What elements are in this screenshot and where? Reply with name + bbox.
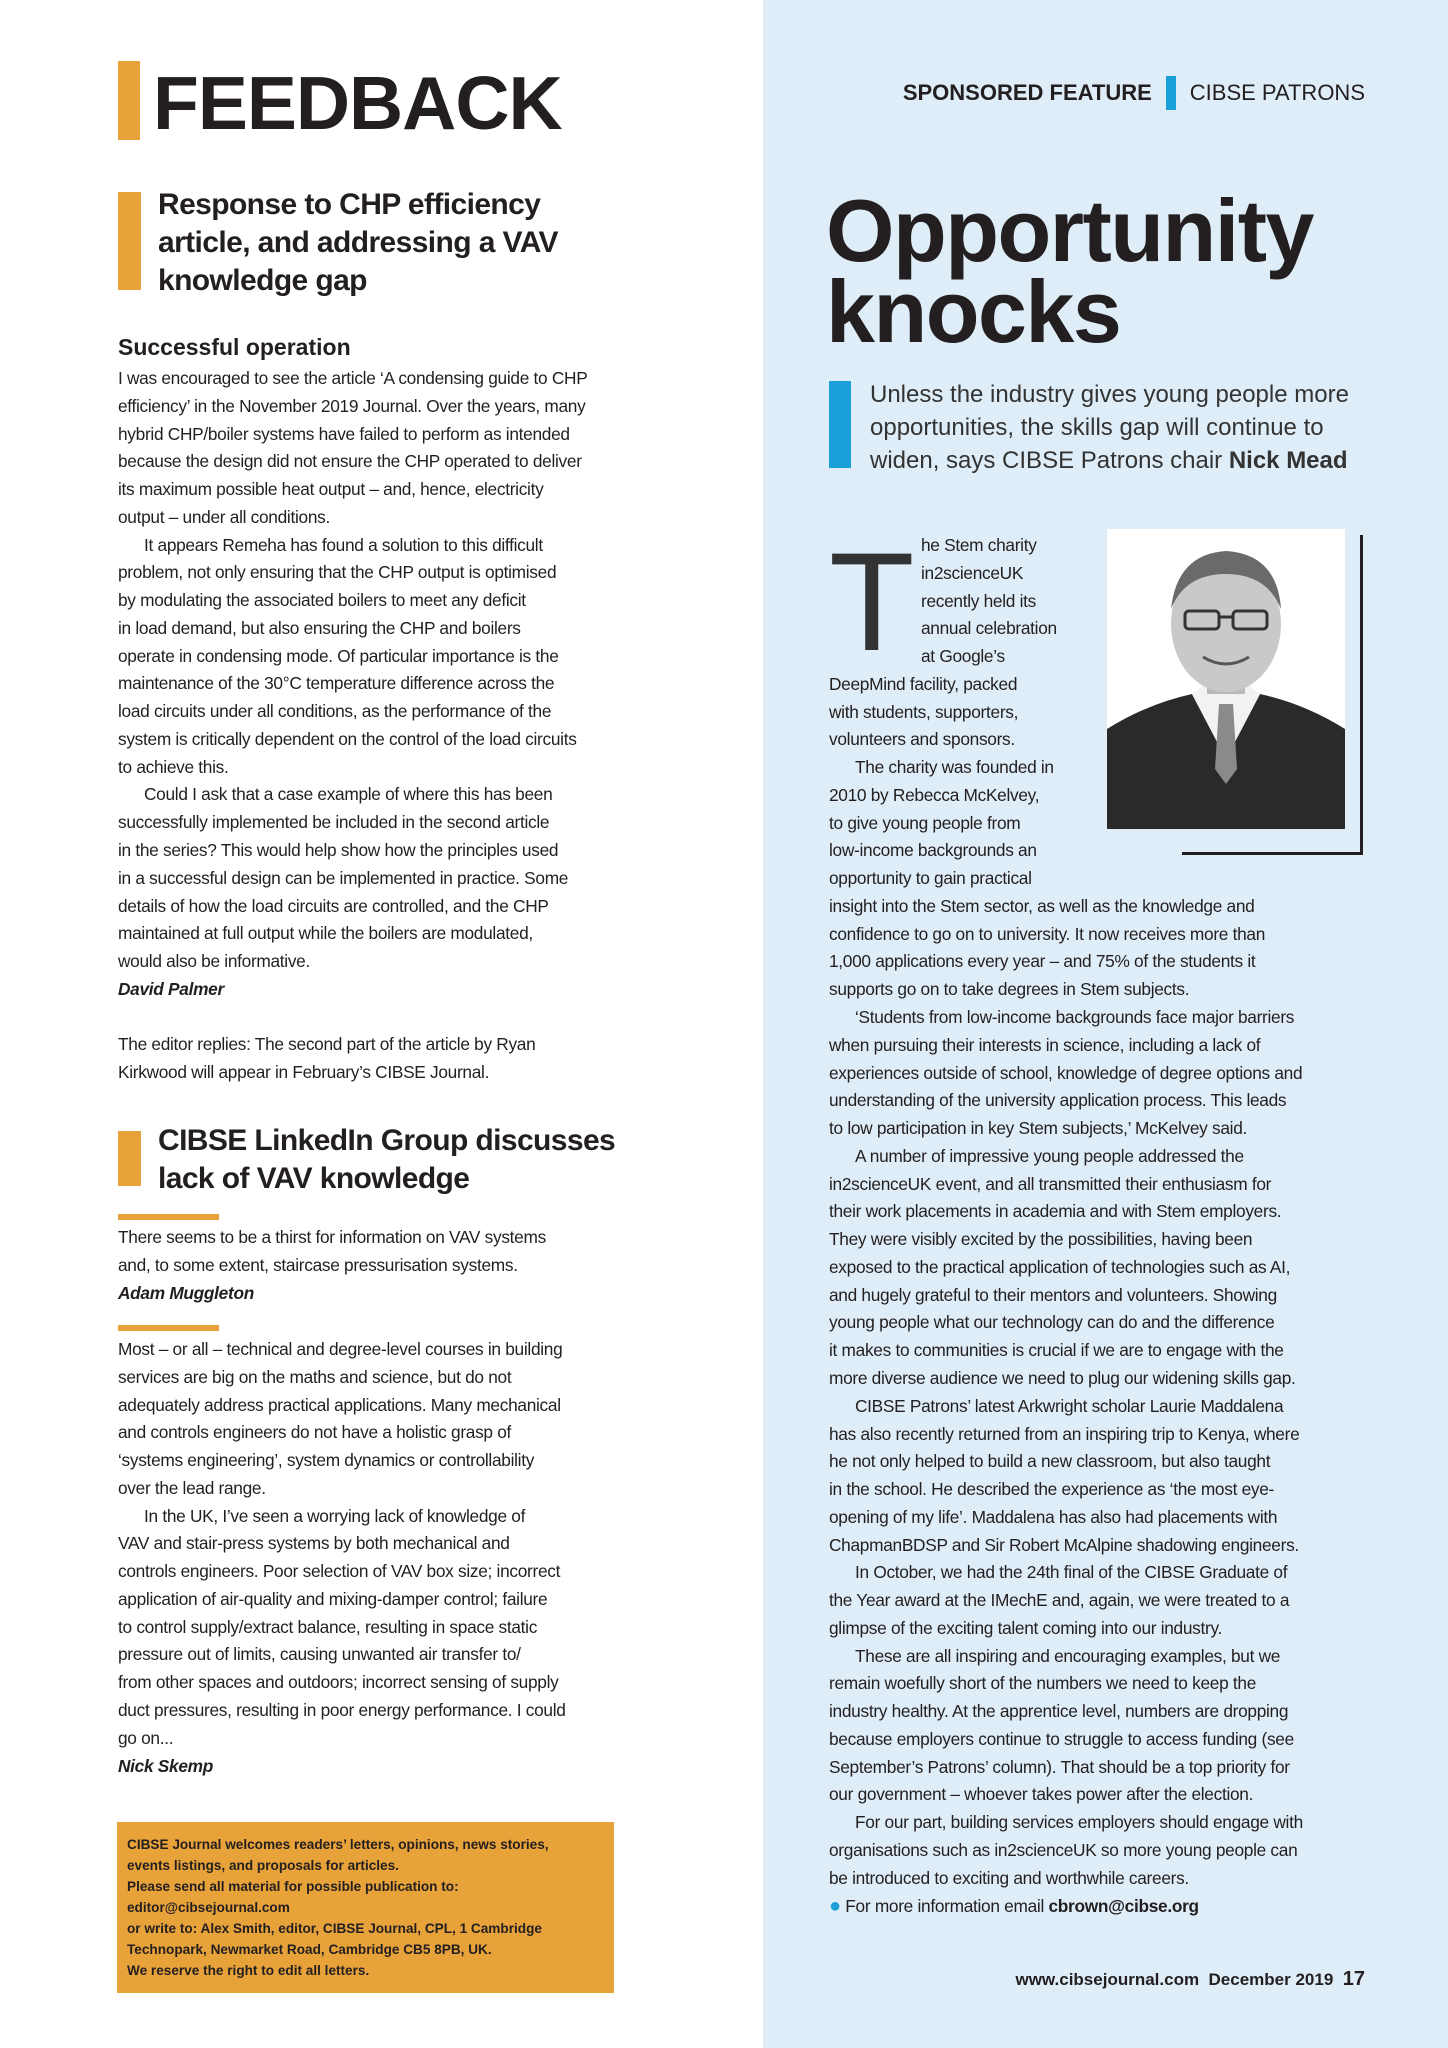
divider-rule — [118, 1325, 219, 1331]
article-body — [829, 523, 1303, 1920]
text-line: or write to: Alex Smith, editor, CIBSE Journal, CPL, 1 Cambridge — [127, 1921, 542, 1936]
text-line: CIBSE Patrons’ latest Arkwright scholar Laurie Maddalena — [855, 1395, 1284, 1416]
text-line: has also recently returned from an inspiring trip to Kenya, where — [829, 1423, 1300, 1444]
text-line: go on... — [118, 1727, 174, 1748]
text-line: knocks — [826, 262, 1121, 361]
letter-body — [118, 365, 587, 976]
text-line: their work placements in academia and with Stem employers. — [829, 1201, 1282, 1222]
letter-signature: Adam Muggleton — [118, 1283, 254, 1303]
text-line: Kirkwood will appear in February’s CIBSE Journal. — [118, 1061, 490, 1082]
text-line: We reserve the right to edit all letters. — [127, 1963, 370, 1978]
section-title: FEEDBACK — [153, 61, 562, 145]
feature-title — [826, 181, 1313, 361]
text-line: services are big on the maths and science, but do not — [118, 1366, 512, 1387]
text-line: It appears Remeha has found a solution to this difficult — [144, 534, 543, 555]
text-line: pressure out of limits, causing unwanted air transfer to/ — [118, 1644, 521, 1665]
text-line: annual celebration — [921, 618, 1057, 639]
text-line: hybrid CHP/boiler systems have failed to perform as intended — [118, 423, 570, 444]
text-line: experiences outside of school, knowledge of degree options and — [829, 1062, 1303, 1083]
text-line: volunteers and sponsors. — [829, 729, 1015, 750]
text-line: 1,000 applications every year – and 75% of the students it — [829, 951, 1256, 972]
text-line: in2scienceUK — [921, 562, 1024, 583]
text-line: when pursuing their interests in science, including a lack of — [829, 1034, 1261, 1055]
text-line: industry healthy. At the apprentice level, numbers are dropping — [829, 1701, 1289, 1722]
text-line: to achieve this. — [118, 756, 229, 777]
letter-body — [118, 1224, 546, 1280]
text-line: duct pressures, resulting in poor energy performance. I could — [118, 1699, 566, 1720]
submission-info-box — [117, 1822, 614, 1993]
page-number: 17 — [1342, 1968, 1365, 1990]
text-line: in load demand, but also ensuring the CHP and boilers — [118, 617, 521, 638]
text-line: successfully implemented be included in the second article — [118, 812, 550, 833]
section-label — [903, 76, 1365, 110]
standfirst-line — [870, 444, 1349, 477]
text-line: from other spaces and outdoors; incorrect sensing of supply — [118, 1672, 559, 1693]
text-line: maintained at full output while the boilers are modulated, — [118, 923, 533, 944]
text-line: efficiency’ in the November 2019 Journal. Over the years, many — [118, 395, 586, 416]
text-line: be introduced to exciting and worthwhile careers. — [829, 1867, 1189, 1888]
text-line: to control supply/extract balance, resulting in space static — [118, 1616, 538, 1637]
text-line: in the school. He described the experience as ‘the most eye- — [829, 1479, 1275, 1500]
standfirst-accent-bar — [829, 381, 851, 468]
text-line: organisations such as in2scienceUK so more young people can — [829, 1839, 1298, 1860]
divider-rule — [118, 1214, 219, 1220]
text-line: In the UK, I’ve seen a worrying lack of knowledge of — [144, 1505, 526, 1526]
text-line: A number of impressive young people addressed the — [855, 1145, 1244, 1166]
text-line: remain woefully short of the numbers we need to keep the — [829, 1673, 1257, 1694]
text-line: with students, supporters, — [829, 701, 1019, 722]
text-line: in a successful design can be implemented in practice. Some — [118, 867, 569, 888]
text-line: CIBSE LinkedIn Group discusses — [158, 1124, 616, 1157]
more-info-line — [829, 1893, 1303, 1921]
text-line: I was encouraged to see the article ‘A condensing guide to CHP — [118, 368, 588, 388]
text-line: adequately address practical applications. Many mechanical — [118, 1394, 561, 1415]
text-line: DeepMind facility, packed — [829, 673, 1018, 694]
text-line: it makes to communities is crucial if we are to engage with the — [829, 1340, 1284, 1361]
letter-signature: Nick Skemp — [118, 1756, 213, 1776]
text-line: understanding of the university application process. This leads — [829, 1090, 1287, 1111]
editor-reply — [118, 1031, 535, 1087]
standfirst — [870, 378, 1349, 477]
website-url: www.cibsejournal.com — [1015, 1970, 1200, 1989]
text-line: exposed to the practical application of technologies such as AI, — [829, 1256, 1291, 1277]
text-line: at Google’s — [921, 646, 1005, 667]
text-line: The charity was founded in — [855, 757, 1054, 778]
photo-frame-line — [1360, 535, 1363, 855]
page-footer — [1015, 1968, 1365, 1991]
text-line: Could I ask that a case example of where this has been — [144, 784, 553, 805]
text-line: They were visibly excited by the possibilities, having been — [829, 1229, 1253, 1250]
article-heading — [158, 186, 558, 300]
text-line: Response to CHP efficiency — [158, 188, 541, 221]
text-line: ChapmanBDSP and Sir Robert McAlpine shadowing engineers. — [829, 1534, 1299, 1555]
text-line: more diverse audience we need to plug our widening skills gap. — [829, 1367, 1296, 1388]
standfirst-line: Unless the industry gives young people more — [870, 381, 1349, 408]
text-line: to give young people from — [829, 812, 1021, 833]
text-line: insight into the Stem sector, as well as the knowledge and — [829, 895, 1255, 916]
text-line: he not only helped to build a new classroom, but also taught — [829, 1451, 1271, 1472]
text-line: output – under all conditions. — [118, 506, 330, 527]
text-line: would also be informative. — [118, 951, 310, 972]
bullet-icon: ● — [829, 1894, 841, 1917]
sponsored-feature-label: SPONSORED FEATURE — [902, 80, 1152, 105]
text-line: he Stem charity — [921, 535, 1037, 555]
text-line: in the series? This would help show how the principles used — [118, 840, 559, 861]
letter-signature: David Palmer — [118, 979, 224, 999]
text-line: opening of my life’. Maddalena has also had placements with — [829, 1506, 1278, 1527]
drop-cap: T — [829, 523, 915, 680]
heading-accent-bar — [118, 192, 141, 290]
text-line: opportunity to gain practical — [829, 868, 1032, 889]
cibse-patrons-label: CIBSE PATRONS — [1189, 80, 1365, 105]
text-line: by modulating the associated boilers to meet any deficit — [118, 590, 526, 611]
text-line: glimpse of the exciting talent coming into our industry. — [829, 1617, 1223, 1638]
text-line: and, to some extent, staircase pressurisation systems. — [118, 1254, 518, 1275]
text-line: because the design did not ensure the CHP operated to deliver — [118, 451, 582, 472]
text-line: 2010 by Rebecca McKelvey, — [829, 784, 1040, 805]
contact-email-link[interactable]: cbrown@cibse.org — [1048, 1895, 1199, 1916]
heading-accent-bar — [118, 1131, 141, 1186]
text-line: Opportunity — [826, 181, 1313, 280]
text-line: recently held its — [921, 590, 1036, 611]
text-line: our government – whoever takes power after the election. — [829, 1784, 1254, 1805]
text-line: controls engineers. Poor selection of VAV box size; incorrect — [118, 1561, 561, 1582]
text-line: young people what our technology can do and the difference — [829, 1312, 1275, 1333]
standfirst-line: opportunities, the skills gap will continue to — [870, 414, 1324, 441]
text-line: lack of VAV knowledge — [158, 1162, 470, 1195]
text-line: confidence to go on to university. It now receives more than — [829, 923, 1266, 944]
text-line: and controls engineers do not have a holistic grasp of — [118, 1422, 512, 1443]
text-line: load circuits under all conditions, as the performance of the — [118, 701, 552, 722]
article-heading — [158, 1122, 615, 1198]
subheading: Successful operation — [118, 334, 351, 360]
text-line: because employers continue to struggle to access funding (see — [829, 1728, 1294, 1749]
text-line: article, and addressing a VAV — [158, 226, 558, 259]
text-line: Technopark, Newmarket Road, Cambridge CB5 8PB, UK. — [127, 1942, 492, 1957]
text-line: editor@cibsejournal.com — [127, 1900, 290, 1915]
section-accent-bar — [118, 61, 140, 140]
text-line: There seems to be a thirst for information on VAV systems — [118, 1227, 546, 1247]
text-line: September’s Patrons’ column). That should be a top priority for — [829, 1756, 1290, 1777]
letter-body — [118, 1336, 566, 1752]
text-line: ‘Students from low-income backgrounds face major barriers — [855, 1007, 1295, 1028]
standfirst-text: widen, says CIBSE Patrons chair — [870, 447, 1229, 474]
text-line: VAV and stair-press systems by both mechanical and — [118, 1533, 510, 1554]
text-line: system is critically dependent on the control of the load circuits — [118, 728, 577, 749]
text-line: Most – or all – technical and degree-level courses in building — [118, 1339, 563, 1359]
text-line: maintenance of the 30°C temperature difference across the — [118, 673, 555, 694]
text-line: in2scienceUK event, and all transmitted their enthusiasm for — [829, 1173, 1272, 1194]
text-line: its maximum possible heat output – and, hence, electricity — [118, 479, 544, 500]
text-line: supports go on to take degrees in Stem subjects. — [829, 979, 1190, 1000]
text-line: In October, we had the 24th final of the CIBSE Graduate of — [855, 1562, 1288, 1583]
text-line: and hugely grateful to their mentors and volunteers. Showing — [829, 1284, 1277, 1305]
author-name: Nick Mead — [1228, 447, 1348, 474]
text-line: Please send all material for possible publication to: — [127, 1879, 459, 1894]
issue-date: December 2019 — [1208, 1970, 1334, 1989]
text-line: operate in condensing mode. Of particular importance is the — [118, 645, 559, 666]
text-line: details of how the load circuits are controlled, and the CHP — [118, 895, 549, 916]
text-line: the Year award at the IMechE and, again, we were treated to a — [829, 1590, 1290, 1611]
text-line: problem, not only ensuring that the CHP output is optimised — [118, 562, 557, 583]
text-line: application of air-quality and mixing-damper control; failure — [118, 1588, 548, 1609]
text-line: over the lead range. — [118, 1477, 266, 1498]
text-line: to low participation in key Stem subjects,’ McKelvey said. — [829, 1118, 1248, 1139]
text-line: knowledge gap — [158, 264, 367, 297]
label-divider — [1166, 76, 1176, 110]
text-line: low-income backgrounds an — [829, 840, 1037, 861]
text-line: The editor replies: The second part of the article by Ryan — [118, 1034, 536, 1054]
text-line: events listings, and proposals for articles. — [127, 1858, 399, 1873]
more-info-text: For more information email — [845, 1895, 1049, 1916]
text-line: ‘systems engineering’, system dynamics or controllability — [118, 1450, 535, 1471]
text-line: These are all inspiring and encouraging examples, but we — [855, 1645, 1281, 1666]
text-line: CIBSE Journal welcomes readers’ letters, opinions, news stories, — [127, 1837, 549, 1852]
text-line: For our part, building services employers should engage with — [855, 1812, 1303, 1833]
